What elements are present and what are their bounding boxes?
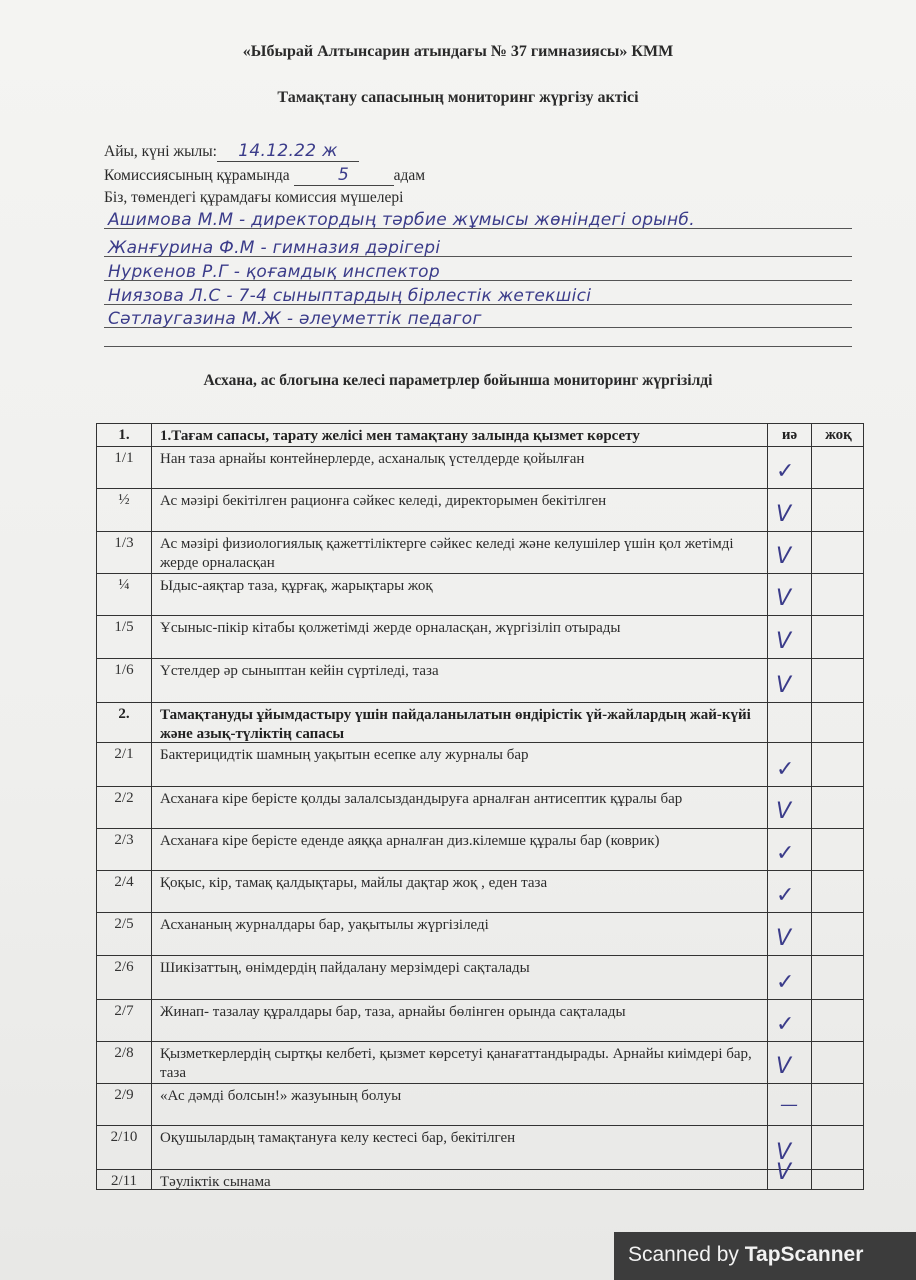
table-row	[96, 787, 864, 829]
check-mark-icon: ✓	[776, 841, 795, 866]
row-criterion: Ыдыс-аяқтар таза, құрғақ, жарықтары жоқ	[152, 574, 768, 615]
no-cell	[812, 871, 865, 912]
no-cell	[812, 1000, 865, 1041]
row-number: 1/5	[97, 616, 152, 658]
member-name: Ниязова Л.С - 7-4 сыныптардың бірлестік жетекшісі	[108, 286, 592, 305]
row-criterion: Тәуліктік сынама	[152, 1170, 768, 1189]
yes-cell	[768, 1084, 812, 1125]
row-number: 2/8	[97, 1042, 152, 1083]
check-mark-icon: V	[776, 799, 792, 824]
member-name: Сәтлаугазина М.Ж - әлеуметтік педагог	[108, 309, 482, 328]
date-field	[104, 141, 359, 162]
date-label: Айы, күні жылы:	[104, 143, 217, 160]
yes-cell	[768, 1160, 812, 1189]
yes-cell	[768, 489, 812, 531]
row-criterion: Тамақтануды ұйымдастыру үшін пайдаланылатын өндірістік үй-жайлардың жай-күйі және азық-түліктің сапасы	[152, 703, 768, 742]
watermark-text	[628, 1243, 863, 1267]
no-cell	[812, 1042, 865, 1083]
check-mark-icon: V	[776, 586, 792, 611]
no-cell	[812, 1084, 865, 1125]
header-num: 1.	[97, 424, 152, 446]
check-mark-icon: V	[776, 926, 792, 951]
row-criterion: Қызметкерлердің сыртқы келбеті, қызмет көрсетуі қанағаттандырады. Арнайы киімдері бар, таза	[152, 1042, 768, 1083]
table-row	[96, 1126, 864, 1170]
no-cell	[812, 743, 865, 786]
member-line-blank	[104, 326, 852, 347]
date-value: 14.12.22 ж	[217, 141, 359, 162]
row-criterion: Бактерицидтік шамның уақытын есепке алу журналы бар	[152, 743, 768, 786]
yes-cell	[768, 1042, 812, 1083]
no-cell	[812, 703, 865, 742]
row-criterion: Ас мәзірі бекітілген рационға сәйкес келеді, директорымен бекітілген	[152, 489, 768, 531]
member-line	[104, 258, 852, 281]
row-number: 2/4	[97, 871, 152, 912]
row-number: 1/6	[97, 659, 152, 702]
member-name: Жанғурина Ф.М - гимназия дәрігері	[108, 238, 441, 257]
check-mark-icon: V	[776, 1054, 792, 1079]
yes-cell	[768, 659, 812, 702]
yes-cell	[768, 532, 812, 573]
table-section-row	[96, 703, 864, 743]
row-number: 1/1	[97, 447, 152, 488]
composition-field	[104, 165, 425, 186]
row-number: 2/11	[97, 1170, 152, 1189]
row-criterion: Оқушылардың тамақтануға келу кестесі бар, бекітілген	[152, 1126, 768, 1169]
table-row	[96, 1084, 864, 1126]
member-line	[104, 206, 852, 229]
yes-cell	[768, 829, 812, 870]
member-line	[104, 305, 852, 328]
row-number: 2/5	[97, 913, 152, 955]
row-criterion: «Ас дәмді болсын!» жазуының болуы	[152, 1084, 768, 1125]
no-cell	[812, 616, 865, 658]
header-no: жоқ	[825, 427, 852, 443]
yes-cell	[768, 871, 812, 912]
yes-cell	[768, 956, 812, 999]
row-number: 2/3	[97, 829, 152, 870]
no-cell	[812, 956, 865, 999]
yes-cell	[768, 574, 812, 615]
yes-cell	[768, 447, 812, 488]
row-criterion: Жинап- тазалау құралдары бар, таза, арнайы бөлінген орында сақталады	[152, 1000, 768, 1041]
row-number: 2/2	[97, 787, 152, 828]
check-mark-icon: V	[776, 1140, 792, 1165]
dash-mark: —	[780, 1094, 799, 1115]
table-row	[96, 1042, 864, 1084]
row-number: 2/10	[97, 1126, 152, 1169]
table-row	[96, 574, 864, 616]
no-cell	[812, 829, 865, 870]
row-number: 1/3	[97, 532, 152, 573]
no-cell	[812, 787, 865, 828]
row-number: ¼	[97, 574, 152, 615]
member-name: Нуркенов Р.Г - қоғамдық инспектор	[108, 262, 440, 281]
row-criterion: Асханаға кіре берісте еденде аяққа арналған диз.кілемше құралы бар (коврик)	[152, 829, 768, 870]
header-text: 1.Тағам сапасы, тарату желісі мен тамақтану залында қызмет көрсету	[152, 424, 768, 446]
row-criterion: Үстелдер әр сыныптан кейін сүртіледі, таза	[152, 659, 768, 702]
row-criterion: Нан таза арнайы контейнерлерде, асханалық үстелдерде қойылған	[152, 447, 768, 488]
check-mark-icon: ✓	[776, 757, 795, 782]
yes-cell	[768, 743, 812, 786]
row-criterion: Шикізаттың, өнімдердің пайдалану мерзімдері сақталады	[152, 956, 768, 999]
check-mark-icon: V	[776, 502, 792, 527]
no-cell	[812, 1126, 865, 1169]
table-row	[96, 659, 864, 703]
check-mark-icon: V	[776, 629, 792, 654]
table-row	[96, 616, 864, 659]
no-cell	[812, 489, 865, 531]
row-criterion: Асхананың журналдары бар, уақытылы жүргізіледі	[152, 913, 768, 955]
composition-value: 5	[294, 165, 394, 186]
table-row	[96, 743, 864, 787]
section-heading: Асхана, ас блогына келесі параметрлер бойынша мониторинг жүргізілді	[203, 372, 713, 389]
watermark-prefix: Scanned by	[628, 1243, 745, 1266]
check-mark-icon: ✓	[776, 1012, 795, 1037]
row-criterion: Ас мәзірі физиологиялық қажеттіліктерге сәйкес келеді және келушілер үшін қол жетімді жерде орналасқан	[152, 532, 768, 573]
no-cell	[812, 574, 865, 615]
check-mark-icon: V	[776, 673, 792, 698]
no-cell	[812, 447, 865, 488]
table-row	[96, 447, 864, 489]
row-criterion: Қоқыс, кір, тамақ қалдықтары, майлы дақтар жоқ , еден таза	[152, 871, 768, 912]
row-number: 2/1	[97, 743, 152, 786]
yes-cell	[768, 1000, 812, 1041]
organization-title: «Ыбырай Алтынсарин атындағы № 37 гимназиясы» КММ	[242, 43, 674, 60]
composition-label: Комиссиясының құрамында	[104, 167, 290, 184]
document-title: Тамақтану сапасының мониторинг жүргізу актісі	[277, 89, 639, 106]
no-cell	[812, 532, 865, 573]
row-number: 2/9	[97, 1084, 152, 1125]
no-cell	[812, 1170, 865, 1189]
row-number: 2.	[97, 703, 152, 742]
watermark-brand: TapScanner	[744, 1243, 864, 1266]
check-mark-icon: ✓	[776, 970, 795, 995]
scanner-watermark	[614, 1232, 916, 1280]
table-row	[96, 956, 864, 1000]
row-number: 2/6	[97, 956, 152, 999]
table-row	[96, 913, 864, 956]
table-row	[96, 1160, 864, 1190]
check-mark-icon: ✓	[776, 883, 795, 908]
yes-cell	[768, 913, 812, 955]
yes-cell	[768, 616, 812, 658]
check-mark-icon: ✓	[776, 459, 795, 484]
no-cell	[812, 659, 865, 702]
members-label: Біз, төмендегі құрамдағы комиссия мүшелері	[104, 189, 404, 206]
yes-cell	[768, 787, 812, 828]
no-cell	[812, 913, 865, 955]
row-criterion: Ұсыныс-пікір кітабы қолжетімді жерде орналасқан, жүргізіліп отырады	[152, 616, 768, 658]
table-row	[96, 1000, 864, 1042]
check-mark-icon: V	[776, 1160, 792, 1185]
member-line	[104, 234, 852, 257]
composition-unit: адам	[393, 167, 426, 184]
yes-cell	[768, 703, 812, 742]
table-header-row	[96, 423, 864, 447]
table-row	[96, 489, 864, 532]
member-name: Ашимова М.М - директордың тәрбие жұмысы жөніндегі орынб.	[108, 210, 695, 229]
table-row	[96, 829, 864, 871]
table-row	[96, 871, 864, 913]
row-number: ½	[97, 489, 152, 531]
row-criterion: Асханаға кіре берісте қолды залалсыздандыруға арналған антисептик құралы бар	[152, 787, 768, 828]
row-number: 2/7	[97, 1000, 152, 1041]
check-mark-icon: V	[776, 544, 792, 569]
member-line	[104, 282, 852, 305]
table-row	[96, 532, 864, 574]
header-yes: иә	[768, 424, 812, 446]
